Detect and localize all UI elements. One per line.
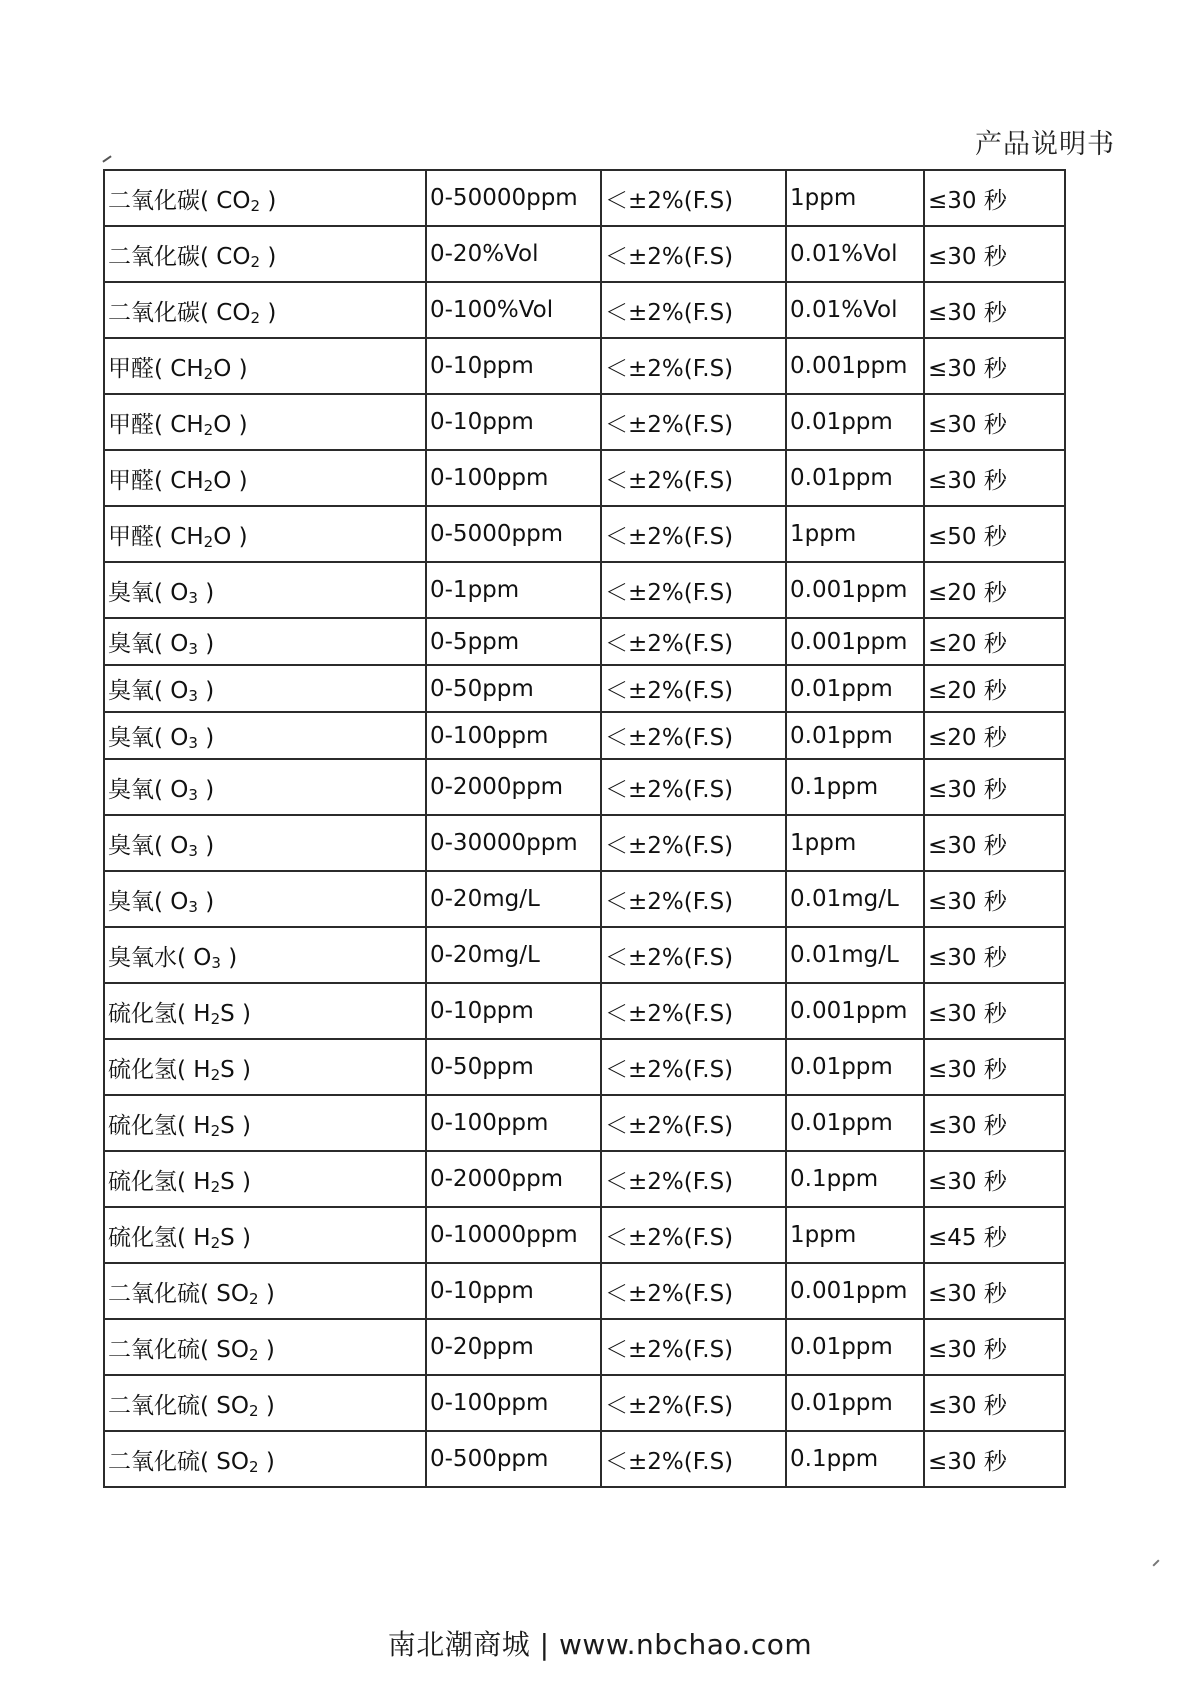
gas-formula: O	[170, 725, 189, 751]
response-time-cell: ≤30 秒	[924, 983, 1065, 1039]
resolution-cell: 1ppm	[786, 815, 924, 871]
range-cell: 0-5ppm	[426, 618, 601, 665]
gas-name-cell: 硫化氢( $H_2S$ )	[104, 1039, 426, 1095]
gas-formula: O	[170, 678, 189, 704]
resolution-cell: 0.01mg/L	[786, 927, 924, 983]
gas-formula-subscript: 3	[188, 897, 198, 916]
gas-formula-subscript: 2	[250, 252, 261, 271]
gas-name: 臭氧	[108, 888, 154, 915]
range-cell: 0-30000ppm	[426, 815, 601, 871]
table-row	[104, 226, 1065, 282]
accuracy-cell: ＜±2%(F.S)	[601, 871, 786, 927]
gas-name: 硫化氢	[108, 1056, 177, 1083]
gas-name: 二氧化硫	[108, 1392, 200, 1419]
gas-formula-subscript: 2	[203, 476, 214, 495]
gas-spec-table	[103, 169, 1066, 1488]
resolution-cell: 0.01ppm	[786, 712, 924, 759]
gas-name-cell: 臭氧水( $O_3$ )	[104, 927, 426, 983]
gas-name-cell: 硫化氢( $H_2S$ )	[104, 1151, 426, 1207]
range-cell: 0-100ppm	[426, 1095, 601, 1151]
table-row	[104, 562, 1065, 618]
gas-formula-subscript: 2	[210, 1177, 221, 1196]
response-time-cell: ≤20 秒	[924, 618, 1065, 665]
response-time-cell: ≤20 秒	[924, 665, 1065, 712]
gas-name: 臭氧	[108, 631, 154, 657]
response-time-cell: ≤30 秒	[924, 226, 1065, 282]
gas-formula: CH	[170, 523, 204, 550]
accuracy-cell: ＜±2%(F.S)	[601, 394, 786, 450]
table-row	[104, 1263, 1065, 1319]
gas-formula-subscript: 3	[188, 734, 198, 752]
gas-name: 臭氧	[108, 579, 154, 606]
range-cell: 0-20mg/L	[426, 927, 601, 983]
gas-formula: H	[193, 1000, 211, 1027]
gas-formula-suffix: O	[213, 467, 232, 494]
range-cell: 0-20mg/L	[426, 871, 601, 927]
resolution-cell: 0.01ppm	[786, 665, 924, 712]
table-row	[104, 282, 1065, 338]
response-time-cell: ≤30 秒	[924, 871, 1065, 927]
resolution-cell: 0.01ppm	[786, 1039, 924, 1095]
gas-formula-subscript: 3	[188, 588, 198, 607]
gas-name-cell: 臭氧( $O_3$ )	[104, 815, 426, 871]
accuracy-cell: ＜±2%(F.S)	[601, 506, 786, 562]
gas-name-cell: 二氧化硫( $SO_2$ )	[104, 1263, 426, 1319]
gas-name: 二氧化硫	[108, 1448, 200, 1475]
range-cell: 0-10ppm	[426, 1263, 601, 1319]
response-time-cell: ≤30 秒	[924, 450, 1065, 506]
response-time-cell: ≤30 秒	[924, 394, 1065, 450]
gas-name-cell: 臭氧( $O_3$ )	[104, 871, 426, 927]
gas-formula: O	[170, 832, 189, 859]
table-row	[104, 338, 1065, 394]
gas-formula-subscript: 2	[249, 1401, 259, 1420]
gas-name-cell: 二氧化硫( $SO_2$ )	[104, 1375, 426, 1431]
range-cell: 0-1ppm	[426, 562, 601, 618]
footer-site-text: 南北潮商城 | www.nbchao.com	[387, 1628, 813, 1661]
range-cell: 0-2000ppm	[426, 1151, 601, 1207]
range-cell: 0-100ppm	[426, 450, 601, 506]
gas-formula-subscript: 2	[250, 308, 261, 327]
gas-name: 臭氧	[108, 776, 154, 803]
table-row	[104, 1431, 1065, 1487]
response-time-cell: ≤50 秒	[924, 506, 1065, 562]
response-time-cell: ≤20 秒	[924, 562, 1065, 618]
table-row	[104, 394, 1065, 450]
gas-formula: H	[193, 1168, 211, 1195]
gas-name: 硫化氢	[108, 1112, 177, 1139]
gas-name-cell: 硫化氢( $H_2S$ )	[104, 983, 426, 1039]
gas-name: 甲醛	[108, 467, 154, 494]
table-row	[104, 450, 1065, 506]
response-time-cell: ≤30 秒	[924, 282, 1065, 338]
table-row	[104, 871, 1065, 927]
gas-formula-subscript: 2	[250, 196, 261, 215]
table-row	[104, 815, 1065, 871]
corner-mark	[1152, 1559, 1159, 1566]
resolution-cell: 0.1ppm	[786, 759, 924, 815]
resolution-cell: 0.001ppm	[786, 338, 924, 394]
range-cell: 0-20%Vol	[426, 226, 601, 282]
gas-formula: CO	[216, 299, 251, 326]
accuracy-cell: ＜±2%(F.S)	[601, 282, 786, 338]
gas-formula-subscript: 3	[188, 640, 198, 658]
resolution-cell: 0.01ppm	[786, 450, 924, 506]
resolution-cell: 0.01%Vol	[786, 282, 924, 338]
response-time-cell: ≤30 秒	[924, 1151, 1065, 1207]
gas-name: 甲醛	[108, 355, 154, 382]
resolution-cell: 0.001ppm	[786, 983, 924, 1039]
gas-formula-subscript: 3	[188, 841, 198, 860]
range-cell: 0-50ppm	[426, 1039, 601, 1095]
page-header-title: 产品说明书	[975, 129, 1115, 160]
gas-name-cell: 臭氧( $O_3$ )	[104, 759, 426, 815]
gas-formula: SO	[216, 1448, 249, 1475]
gas-name: 硫化氢	[108, 1000, 177, 1027]
gas-formula: H	[193, 1112, 211, 1139]
gas-name-cell: 甲醛( $CH_2O$ )	[104, 338, 426, 394]
gas-name: 二氧化碳	[108, 187, 200, 214]
range-cell: 0-10ppm	[426, 983, 601, 1039]
response-time-cell: ≤45 秒	[924, 1207, 1065, 1263]
table-row	[104, 1039, 1065, 1095]
gas-formula-suffix: O	[213, 523, 232, 550]
gas-name-cell: 臭氧( $O_3$ )	[104, 665, 426, 712]
table-row	[104, 1319, 1065, 1375]
gas-formula-suffix: S	[220, 1224, 235, 1251]
response-time-cell: ≤30 秒	[924, 1263, 1065, 1319]
gas-formula: O	[193, 944, 212, 971]
gas-formula-subscript: 3	[188, 687, 198, 705]
gas-formula-subscript: 2	[249, 1457, 259, 1476]
gas-formula: O	[170, 631, 189, 657]
accuracy-cell: ＜±2%(F.S)	[601, 450, 786, 506]
gas-name: 二氧化碳	[108, 299, 200, 326]
accuracy-cell: ＜±2%(F.S)	[601, 665, 786, 712]
gas-formula-subscript: 2	[203, 532, 214, 551]
gas-formula: CH	[170, 355, 204, 382]
accuracy-cell: ＜±2%(F.S)	[601, 562, 786, 618]
accuracy-cell: ＜±2%(F.S)	[601, 170, 786, 226]
range-cell: 0-50000ppm	[426, 170, 601, 226]
accuracy-cell: ＜±2%(F.S)	[601, 618, 786, 665]
range-cell: 0-10ppm	[426, 394, 601, 450]
table-row	[104, 1207, 1065, 1263]
resolution-cell: 0.01ppm	[786, 1095, 924, 1151]
gas-formula-subscript: 2	[210, 1233, 221, 1252]
response-time-cell: ≤30 秒	[924, 1319, 1065, 1375]
accuracy-cell: ＜±2%(F.S)	[601, 983, 786, 1039]
table-row	[104, 1095, 1065, 1151]
gas-name: 甲醛	[108, 411, 154, 438]
response-time-cell: ≤30 秒	[924, 1039, 1065, 1095]
gas-formula: O	[170, 579, 189, 606]
gas-formula: CO	[216, 187, 251, 214]
gas-name: 臭氧	[108, 832, 154, 859]
gas-formula: O	[170, 888, 189, 915]
gas-name-cell: 硫化氢( $H_2S$ )	[104, 1207, 426, 1263]
range-cell: 0-10ppm	[426, 338, 601, 394]
gas-name-cell: 臭氧( $O_3$ )	[104, 712, 426, 759]
accuracy-cell: ＜±2%(F.S)	[601, 1095, 786, 1151]
gas-name-cell: 臭氧( $O_3$ )	[104, 562, 426, 618]
gas-formula-suffix: S	[220, 1168, 235, 1195]
gas-name-cell: 二氧化碳( $CO_2$ )	[104, 226, 426, 282]
range-cell: 0-10000ppm	[426, 1207, 601, 1263]
gas-name-cell: 二氧化碳( $CO_2$ )	[104, 282, 426, 338]
gas-formula: H	[193, 1224, 211, 1251]
gas-name: 二氧化碳	[108, 243, 200, 270]
gas-formula-subscript: 2	[210, 1121, 221, 1140]
response-time-cell: ≤30 秒	[924, 927, 1065, 983]
gas-name-cell: 二氧化硫( $SO_2$ )	[104, 1431, 426, 1487]
resolution-cell: 0.01%Vol	[786, 226, 924, 282]
range-cell: 0-2000ppm	[426, 759, 601, 815]
gas-formula-subscript: 2	[210, 1009, 221, 1028]
accuracy-cell: ＜±2%(F.S)	[601, 759, 786, 815]
resolution-cell: 0.1ppm	[786, 1431, 924, 1487]
gas-formula-subscript: 2	[203, 364, 214, 383]
gas-name-cell: 硫化氢( $H_2S$ )	[104, 1095, 426, 1151]
accuracy-cell: ＜±2%(F.S)	[601, 1375, 786, 1431]
table-row	[104, 1375, 1065, 1431]
table-row	[104, 983, 1065, 1039]
table-row	[104, 1151, 1065, 1207]
accuracy-cell: ＜±2%(F.S)	[601, 1207, 786, 1263]
gas-formula: H	[193, 1056, 211, 1083]
gas-name-cell: 甲醛( $CH_2O$ )	[104, 506, 426, 562]
response-time-cell: ≤30 秒	[924, 338, 1065, 394]
table-row	[104, 170, 1065, 226]
resolution-cell: 0.001ppm	[786, 562, 924, 618]
accuracy-cell: ＜±2%(F.S)	[601, 712, 786, 759]
resolution-cell: 0.01ppm	[786, 1319, 924, 1375]
gas-spec-table-body	[104, 170, 1065, 1487]
gas-name: 臭氧水	[108, 944, 177, 971]
accuracy-cell: ＜±2%(F.S)	[601, 1319, 786, 1375]
gas-formula: SO	[216, 1280, 249, 1307]
resolution-cell: 0.01mg/L	[786, 871, 924, 927]
gas-formula-suffix: O	[213, 355, 232, 382]
range-cell: 0-20ppm	[426, 1319, 601, 1375]
gas-formula-subscript: 3	[211, 953, 221, 972]
range-cell: 0-5000ppm	[426, 506, 601, 562]
gas-formula: O	[170, 776, 189, 803]
gas-formula-subscript: 2	[210, 1065, 221, 1084]
gas-formula: SO	[216, 1392, 249, 1419]
accuracy-cell: ＜±2%(F.S)	[601, 927, 786, 983]
response-time-cell: ≤30 秒	[924, 759, 1065, 815]
table-row	[104, 759, 1065, 815]
gas-formula-subscript: 3	[188, 785, 198, 804]
resolution-cell: 1ppm	[786, 1207, 924, 1263]
accuracy-cell: ＜±2%(F.S)	[601, 815, 786, 871]
gas-formula: SO	[216, 1336, 249, 1363]
accuracy-cell: ＜±2%(F.S)	[601, 1263, 786, 1319]
response-time-cell: ≤30 秒	[924, 815, 1065, 871]
resolution-cell: 1ppm	[786, 170, 924, 226]
accuracy-cell: ＜±2%(F.S)	[601, 338, 786, 394]
range-cell: 0-500ppm	[426, 1431, 601, 1487]
gas-name: 二氧化硫	[108, 1280, 200, 1307]
gas-formula-subscript: 2	[249, 1345, 259, 1364]
resolution-cell: 0.01ppm	[786, 394, 924, 450]
response-time-cell: ≤30 秒	[924, 170, 1065, 226]
response-time-cell: ≤30 秒	[924, 1431, 1065, 1487]
accuracy-cell: ＜±2%(F.S)	[601, 226, 786, 282]
resolution-cell: 0.01ppm	[786, 1375, 924, 1431]
gas-name: 臭氧	[108, 725, 154, 751]
corner-mark	[102, 155, 111, 162]
range-cell: 0-50ppm	[426, 665, 601, 712]
gas-formula-suffix: S	[220, 1056, 235, 1083]
response-time-cell: ≤20 秒	[924, 712, 1065, 759]
gas-name: 臭氧	[108, 678, 154, 704]
resolution-cell: 0.1ppm	[786, 1151, 924, 1207]
accuracy-cell: ＜±2%(F.S)	[601, 1151, 786, 1207]
gas-formula: CO	[216, 243, 251, 270]
resolution-cell: 1ppm	[786, 506, 924, 562]
gas-name: 硫化氢	[108, 1168, 177, 1195]
table-row	[104, 618, 1065, 665]
table-row	[104, 506, 1065, 562]
gas-formula-suffix: O	[213, 411, 232, 438]
table-row	[104, 712, 1065, 759]
gas-formula-subscript: 2	[249, 1289, 259, 1308]
gas-name: 甲醛	[108, 523, 154, 550]
range-cell: 0-100ppm	[426, 712, 601, 759]
range-cell: 0-100%Vol	[426, 282, 601, 338]
gas-formula: CH	[170, 411, 204, 438]
gas-name: 二氧化硫	[108, 1336, 200, 1363]
response-time-cell: ≤30 秒	[924, 1095, 1065, 1151]
table-row	[104, 665, 1065, 712]
resolution-cell: 0.001ppm	[786, 1263, 924, 1319]
gas-formula-suffix: S	[220, 1000, 235, 1027]
gas-name-cell: 臭氧( $O_3$ )	[104, 618, 426, 665]
resolution-cell: 0.001ppm	[786, 618, 924, 665]
response-time-cell: ≤30 秒	[924, 1375, 1065, 1431]
gas-name-cell: 二氧化硫( $SO_2$ )	[104, 1319, 426, 1375]
accuracy-cell: ＜±2%(F.S)	[601, 1039, 786, 1095]
gas-name-cell: 甲醛( $CH_2O$ )	[104, 394, 426, 450]
accuracy-cell: ＜±2%(F.S)	[601, 1431, 786, 1487]
range-cell: 0-100ppm	[426, 1375, 601, 1431]
gas-name-cell: 甲醛( $CH_2O$ )	[104, 450, 426, 506]
gas-formula-subscript: 2	[203, 420, 214, 439]
gas-formula: CH	[170, 467, 204, 494]
gas-name: 硫化氢	[108, 1224, 177, 1251]
gas-name-cell: 二氧化碳( $CO_2$ )	[104, 170, 426, 226]
table-row	[104, 927, 1065, 983]
gas-formula-suffix: S	[220, 1112, 235, 1139]
